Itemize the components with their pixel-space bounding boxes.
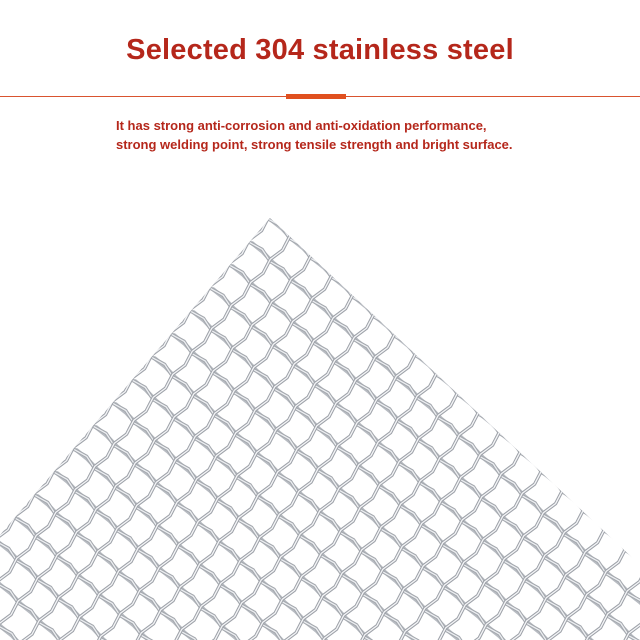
mesh-wire-weft bbox=[210, 288, 640, 640]
mesh-wire-weft bbox=[15, 518, 640, 640]
mesh-wire-weft-highlight bbox=[210, 288, 640, 640]
description-text: It has strong anti-corrosion and anti-oxidation performance, strong welding point, strong tensile strength and bright surface. bbox=[116, 118, 513, 152]
mesh-wire-warp-highlight bbox=[0, 236, 290, 640]
mesh-wire-warp bbox=[0, 451, 521, 640]
divider-accent bbox=[286, 94, 346, 99]
mesh-wire-warp-highlight bbox=[0, 392, 458, 640]
mesh-wire-warp bbox=[0, 392, 458, 640]
page-title: Selected 304 stainless steel bbox=[126, 34, 514, 66]
mesh-wire-warp bbox=[0, 236, 290, 640]
wire-mesh-image bbox=[0, 200, 640, 640]
mesh-wire-weft-highlight bbox=[15, 518, 640, 640]
